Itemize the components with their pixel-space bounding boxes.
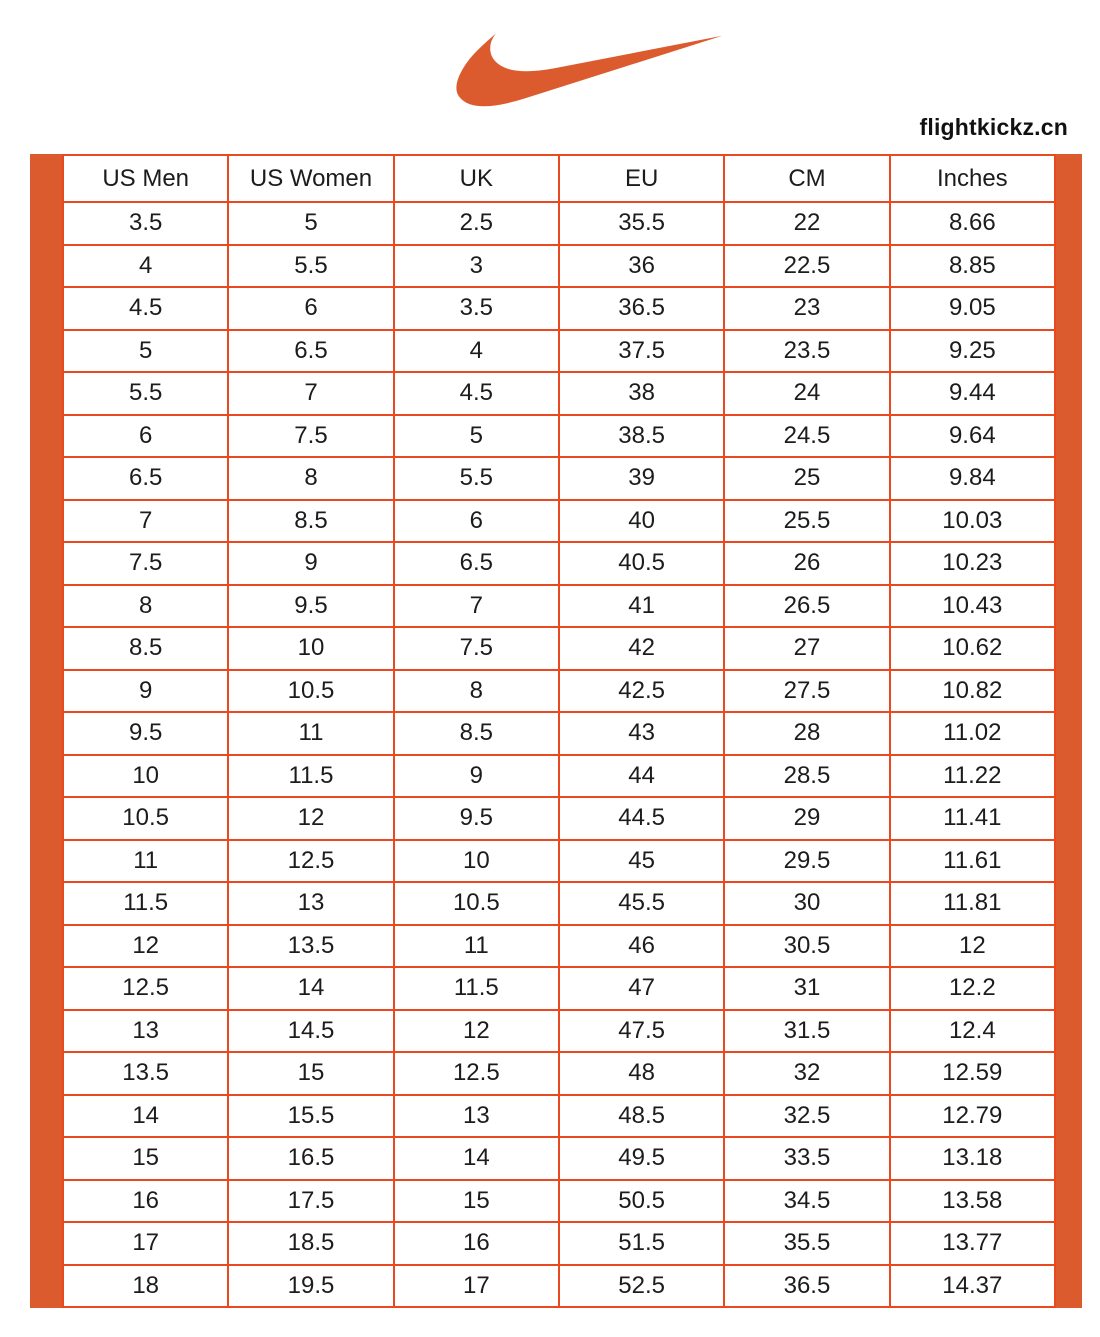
- size-cell: 2.5: [394, 202, 559, 245]
- size-cell: 13.5: [228, 925, 393, 968]
- size-cell: 46: [559, 925, 724, 968]
- size-cell: 9: [228, 542, 393, 585]
- size-cell: 5.5: [394, 457, 559, 500]
- size-cell: 6.5: [394, 542, 559, 585]
- size-cell: 35.5: [559, 202, 724, 245]
- table-row: [63, 542, 1055, 585]
- size-cell: 15: [63, 1137, 228, 1180]
- header-row: [63, 155, 1055, 202]
- column-header-eu: EU: [559, 155, 724, 202]
- size-chart: [30, 154, 1082, 1308]
- table-row: [63, 202, 1055, 245]
- size-cell: 30.5: [724, 925, 889, 968]
- size-cell: 14: [394, 1137, 559, 1180]
- size-cell: 7.5: [63, 542, 228, 585]
- size-cell: 7: [63, 500, 228, 543]
- size-cell: 15.5: [228, 1095, 393, 1138]
- size-cell: 37.5: [559, 330, 724, 373]
- size-cell: 42.5: [559, 670, 724, 713]
- size-cell: 10.82: [890, 670, 1055, 713]
- size-cell: 36: [559, 245, 724, 288]
- size-cell: 15: [394, 1180, 559, 1223]
- size-cell: 15: [228, 1052, 393, 1095]
- size-cell: 14.37: [890, 1265, 1055, 1308]
- size-cell: 9.25: [890, 330, 1055, 373]
- size-cell: 29.5: [724, 840, 889, 883]
- size-cell: 27: [724, 627, 889, 670]
- size-cell: 26: [724, 542, 889, 585]
- left-accent-bar: [30, 154, 62, 1308]
- size-cell: 22.5: [724, 245, 889, 288]
- size-cell: 47: [559, 967, 724, 1010]
- size-cell: 6.5: [63, 457, 228, 500]
- table-row: [63, 797, 1055, 840]
- size-cell: 14.5: [228, 1010, 393, 1053]
- size-cell: 51.5: [559, 1222, 724, 1265]
- size-cell: 10.5: [394, 882, 559, 925]
- size-cell: 9.5: [63, 712, 228, 755]
- website-label: flightkickz.cn: [919, 114, 1068, 140]
- table-row: [63, 287, 1055, 330]
- size-cell: 10.03: [890, 500, 1055, 543]
- size-cell: 5: [394, 415, 559, 458]
- size-cell: 6.5: [228, 330, 393, 373]
- size-cell: 26.5: [724, 585, 889, 628]
- table-row: [63, 1095, 1055, 1138]
- size-cell: 12.4: [890, 1010, 1055, 1053]
- table-row: [63, 1137, 1055, 1180]
- table-row: [63, 1180, 1055, 1223]
- size-cell: 52.5: [559, 1265, 724, 1308]
- size-cell: 17: [63, 1222, 228, 1265]
- size-cell: 18: [63, 1265, 228, 1308]
- column-header-cm: CM: [724, 155, 889, 202]
- size-cell: 11.02: [890, 712, 1055, 755]
- size-cell: 7: [228, 372, 393, 415]
- size-cell: 12: [63, 925, 228, 968]
- table-row: [63, 925, 1055, 968]
- size-cell: 14: [228, 967, 393, 1010]
- size-cell: 13.18: [890, 1137, 1055, 1180]
- table-row: [63, 585, 1055, 628]
- size-cell: 13.58: [890, 1180, 1055, 1223]
- table-row: [63, 882, 1055, 925]
- table-row: [63, 372, 1055, 415]
- size-cell: 5: [228, 202, 393, 245]
- table-row: [63, 1222, 1055, 1265]
- table-row: [63, 670, 1055, 713]
- size-cell: 12.2: [890, 967, 1055, 1010]
- size-conversion-table: [62, 154, 1056, 1308]
- table-row: [63, 1265, 1055, 1308]
- size-cell: 10: [228, 627, 393, 670]
- size-cell: 11.5: [394, 967, 559, 1010]
- size-cell: 28.5: [724, 755, 889, 798]
- size-cell: 13.5: [63, 1052, 228, 1095]
- table-row: [63, 755, 1055, 798]
- size-cell: 11: [63, 840, 228, 883]
- size-cell: 8.5: [63, 627, 228, 670]
- table-row: [63, 840, 1055, 883]
- size-cell: 24: [724, 372, 889, 415]
- size-cell: 28: [724, 712, 889, 755]
- size-cell: 48: [559, 1052, 724, 1095]
- size-cell: 8.85: [890, 245, 1055, 288]
- size-cell: 41: [559, 585, 724, 628]
- size-cell: 36.5: [724, 1265, 889, 1308]
- table-row: [63, 1010, 1055, 1053]
- size-cell: 34.5: [724, 1180, 889, 1223]
- size-cell: 35.5: [724, 1222, 889, 1265]
- size-cell: 11.41: [890, 797, 1055, 840]
- size-cell: 8: [228, 457, 393, 500]
- size-cell: 25.5: [724, 500, 889, 543]
- size-cell: 3.5: [63, 202, 228, 245]
- size-cell: 39: [559, 457, 724, 500]
- size-cell: 8: [394, 670, 559, 713]
- size-cell: 13: [394, 1095, 559, 1138]
- size-cell: 38: [559, 372, 724, 415]
- size-cell: 9.5: [228, 585, 393, 628]
- size-cell: 9: [394, 755, 559, 798]
- size-cell: 24.5: [724, 415, 889, 458]
- size-cell: 17: [394, 1265, 559, 1308]
- size-cell: 9: [63, 670, 228, 713]
- size-cell: 40: [559, 500, 724, 543]
- table-row: [63, 712, 1055, 755]
- size-cell: 38.5: [559, 415, 724, 458]
- size-cell: 44.5: [559, 797, 724, 840]
- column-header-uk: UK: [394, 155, 559, 202]
- size-cell: 9.44: [890, 372, 1055, 415]
- size-cell: 11.5: [228, 755, 393, 798]
- size-cell: 11: [394, 925, 559, 968]
- size-cell: 25: [724, 457, 889, 500]
- size-cell: 10.43: [890, 585, 1055, 628]
- size-cell: 42: [559, 627, 724, 670]
- size-cell: 40.5: [559, 542, 724, 585]
- size-cell: 8.5: [228, 500, 393, 543]
- size-cell: 32: [724, 1052, 889, 1095]
- size-cell: 8: [63, 585, 228, 628]
- size-cell: 7.5: [228, 415, 393, 458]
- size-cell: 13.77: [890, 1222, 1055, 1265]
- size-cell: 8.5: [394, 712, 559, 755]
- size-cell: 9.05: [890, 287, 1055, 330]
- size-cell: 33.5: [724, 1137, 889, 1180]
- table-body: [63, 202, 1055, 1307]
- size-cell: 4.5: [63, 287, 228, 330]
- size-cell: 22: [724, 202, 889, 245]
- size-cell: 10.62: [890, 627, 1055, 670]
- size-cell: 4: [394, 330, 559, 373]
- size-cell: 36.5: [559, 287, 724, 330]
- size-cell: 16.5: [228, 1137, 393, 1180]
- size-cell: 18.5: [228, 1222, 393, 1265]
- size-cell: 5.5: [228, 245, 393, 288]
- size-cell: 12.59: [890, 1052, 1055, 1095]
- table-row: [63, 967, 1055, 1010]
- size-cell: 11.22: [890, 755, 1055, 798]
- size-cell: 10: [63, 755, 228, 798]
- size-cell: 10.5: [63, 797, 228, 840]
- size-cell: 23: [724, 287, 889, 330]
- size-cell: 47.5: [559, 1010, 724, 1053]
- size-cell: 10.23: [890, 542, 1055, 585]
- size-cell: 6: [228, 287, 393, 330]
- size-cell: 16: [63, 1180, 228, 1223]
- column-header-inches: Inches: [890, 155, 1055, 202]
- size-cell: 10: [394, 840, 559, 883]
- size-cell: 13: [63, 1010, 228, 1053]
- size-cell: 12.5: [63, 967, 228, 1010]
- size-cell: 17.5: [228, 1180, 393, 1223]
- size-cell: 5.5: [63, 372, 228, 415]
- size-cell: 4.5: [394, 372, 559, 415]
- table-row: [63, 415, 1055, 458]
- size-cell: 48.5: [559, 1095, 724, 1138]
- size-cell: 45: [559, 840, 724, 883]
- table-row: [63, 457, 1055, 500]
- size-cell: 12.5: [394, 1052, 559, 1095]
- size-cell: 45.5: [559, 882, 724, 925]
- right-accent-bar: [1056, 154, 1082, 1308]
- size-cell: 11.5: [63, 882, 228, 925]
- size-cell: 9.5: [394, 797, 559, 840]
- size-cell: 10.5: [228, 670, 393, 713]
- size-cell: 5: [63, 330, 228, 373]
- size-cell: 11.81: [890, 882, 1055, 925]
- size-cell: 12.79: [890, 1095, 1055, 1138]
- size-cell: 7: [394, 585, 559, 628]
- table-row: [63, 627, 1055, 670]
- size-cell: 32.5: [724, 1095, 889, 1138]
- size-cell: 27.5: [724, 670, 889, 713]
- table-row: [63, 330, 1055, 373]
- size-cell: 19.5: [228, 1265, 393, 1308]
- size-cell: 6: [63, 415, 228, 458]
- size-cell: 16: [394, 1222, 559, 1265]
- size-cell: 31.5: [724, 1010, 889, 1053]
- size-cell: 13: [228, 882, 393, 925]
- size-cell: 6: [394, 500, 559, 543]
- size-cell: 23.5: [724, 330, 889, 373]
- nike-swoosh-icon: [452, 24, 724, 118]
- size-cell: 7.5: [394, 627, 559, 670]
- table-row: [63, 245, 1055, 288]
- size-cell: 43: [559, 712, 724, 755]
- size-cell: 8.66: [890, 202, 1055, 245]
- column-header-us-men: US Men: [63, 155, 228, 202]
- size-cell: 12.5: [228, 840, 393, 883]
- size-cell: 3.5: [394, 287, 559, 330]
- size-cell: 12: [394, 1010, 559, 1053]
- size-cell: 12: [228, 797, 393, 840]
- size-cell: 9.64: [890, 415, 1055, 458]
- size-cell: 44: [559, 755, 724, 798]
- size-cell: 31: [724, 967, 889, 1010]
- size-cell: 49.5: [559, 1137, 724, 1180]
- size-cell: 3: [394, 245, 559, 288]
- size-cell: 12: [890, 925, 1055, 968]
- size-cell: 30: [724, 882, 889, 925]
- column-header-us-women: US Women: [228, 155, 393, 202]
- size-cell: 9.84: [890, 457, 1055, 500]
- table-row: [63, 1052, 1055, 1095]
- table-row: [63, 500, 1055, 543]
- size-cell: 29: [724, 797, 889, 840]
- size-cell: 11: [228, 712, 393, 755]
- size-cell: 4: [63, 245, 228, 288]
- size-cell: 14: [63, 1095, 228, 1138]
- size-cell: 50.5: [559, 1180, 724, 1223]
- size-cell: 11.61: [890, 840, 1055, 883]
